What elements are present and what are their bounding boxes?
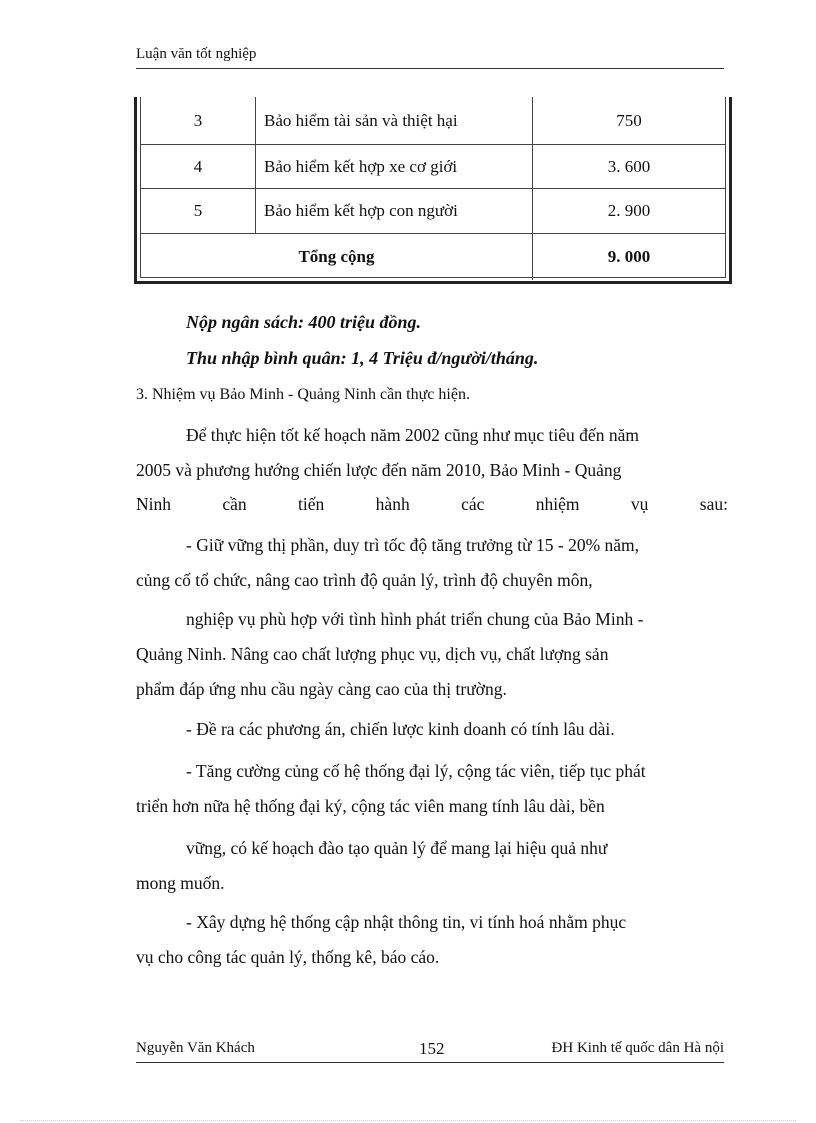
table-total-row bbox=[141, 234, 725, 280]
word: vụ bbox=[630, 494, 649, 514]
paragraph-line: Để thực hiện tốt kế hoạch năm 2002 cũng như mục tiêu đến năm bbox=[186, 425, 639, 445]
paragraph-line: - Xây dựng hệ thống cập nhật thông tin, vi tính hoá nhằm phục bbox=[186, 912, 627, 932]
row-name: Bảo hiểm kết hợp con người bbox=[256, 189, 533, 233]
word: các bbox=[461, 494, 485, 514]
page-footer bbox=[136, 1040, 724, 1063]
paragraph-line: - Đề ra các phương án, chiến lược kinh doanh có tính lâu dài. bbox=[186, 719, 615, 739]
word: Ninh bbox=[136, 494, 171, 514]
row-name: Bảo hiểm tài sản và thiệt hại bbox=[256, 97, 533, 144]
total-value: 9. 000 bbox=[607, 247, 651, 266]
table-row bbox=[141, 189, 725, 234]
footer-school: ĐH Kinh tế quốc dân Hà nội bbox=[551, 1040, 724, 1056]
row-number: 4 bbox=[141, 145, 256, 188]
paragraph-line: triển hơn nữa hệ thống đại ký, cộng tác viên mang tính lâu dài, bền bbox=[136, 796, 605, 816]
paragraph-line: Quảng Ninh. Nâng cao chất lượng phục vụ, dịch vụ, chất lượng sản bbox=[136, 644, 609, 664]
paragraph-justified-line bbox=[136, 494, 728, 515]
budget-line: Nộp ngân sách: 400 triệu đồng. bbox=[186, 312, 422, 332]
header-title: Luận văn tốt nghiệp bbox=[136, 46, 257, 62]
row-name: Bảo hiểm kết hợp xe cơ giới bbox=[256, 145, 533, 188]
page-header bbox=[136, 46, 724, 69]
word: tiến bbox=[298, 494, 325, 514]
paragraph-line: - Tăng cường củng cố hệ thống đại lý, cộng tác viên, tiếp tục phát bbox=[186, 761, 646, 781]
page-edge-divider bbox=[20, 1120, 796, 1121]
word: sau: bbox=[699, 494, 728, 514]
paragraph-line: - Giữ vững thị phần, duy trì tốc độ tăng trưởng từ 15 - 20% năm, bbox=[186, 535, 640, 555]
section-heading: 3. Nhiệm vụ Bảo Minh - Quảng Ninh cần thực hiện. bbox=[136, 386, 470, 403]
page-number: 152 bbox=[419, 1039, 445, 1058]
row-value: 750 bbox=[616, 110, 642, 130]
footer-author: Nguyễn Văn Khách bbox=[136, 1040, 255, 1056]
row-value: 2. 900 bbox=[607, 201, 651, 220]
table-row bbox=[141, 97, 725, 145]
word: cần bbox=[222, 494, 247, 514]
premium-table bbox=[134, 97, 732, 284]
paragraph-line: nghiệp vụ phù hợp với tình hình phát triển chung của Bảo Minh - bbox=[186, 609, 644, 629]
word: hành bbox=[375, 494, 410, 514]
paragraph-line: vụ cho công tác quản lý, thống kê, báo cáo. bbox=[136, 947, 440, 967]
row-value: 3. 600 bbox=[607, 156, 651, 176]
paragraph-line: củng cố tổ chức, nâng cao trình độ quản lý, trình độ chuyên môn, bbox=[136, 570, 593, 590]
paragraph-line: 2005 và phương hướng chiến lược đến năm 2010, Bảo Minh - Quảng bbox=[136, 460, 622, 480]
paragraph-line: mong muốn. bbox=[136, 873, 225, 893]
total-label: Tổng cộng bbox=[141, 234, 533, 280]
row-number: 3 bbox=[141, 97, 256, 144]
table-row bbox=[141, 145, 725, 189]
word: nhiệm bbox=[535, 494, 580, 514]
income-line: Thu nhập bình quân: 1, 4 Triệu đ/người/tháng. bbox=[186, 348, 539, 368]
paragraph-line: phẩm đáp ứng nhu cầu ngày càng cao của thị trường. bbox=[136, 679, 507, 699]
paragraph-line: vững, có kế hoạch đào tạo quản lý để mang lại hiệu quả như bbox=[186, 838, 608, 858]
row-number: 5 bbox=[141, 189, 256, 233]
